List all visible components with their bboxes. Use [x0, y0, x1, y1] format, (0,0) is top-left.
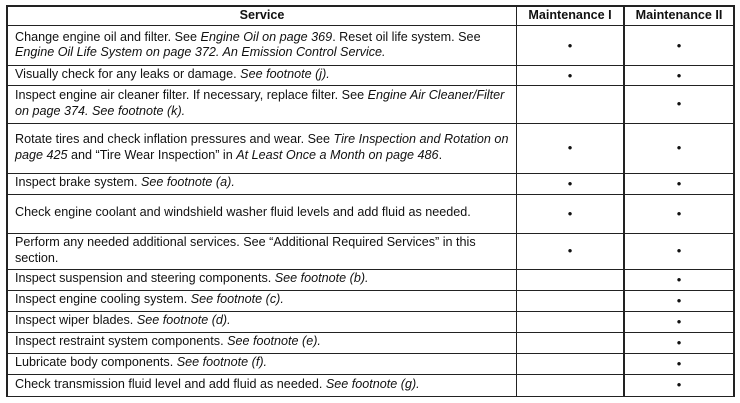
bullet-icon: •: [676, 292, 682, 308]
cross-reference-text: At Least Once a Month on page 486: [236, 147, 439, 162]
bullet-icon: •: [676, 355, 682, 371]
bullet-icon: •: [676, 313, 682, 329]
maintenance-i-cell: [517, 332, 625, 353]
maintenance-ii-cell: [624, 123, 734, 173]
table-row: [7, 66, 734, 86]
maintenance-i-cell: [517, 85, 625, 123]
service-text: . Reset oil life system. See: [332, 29, 481, 44]
service-description: [7, 374, 517, 396]
maintenance-ii-header: Maintenance II: [624, 6, 734, 26]
service-text: .: [438, 147, 443, 162]
service-description: [7, 66, 517, 86]
maintenance-i-cell: [517, 374, 625, 396]
table-row: [7, 194, 734, 233]
maintenance-i-cell: [517, 26, 625, 66]
service-description: [7, 353, 517, 374]
bullet-icon: •: [676, 377, 682, 393]
service-description: [7, 173, 517, 194]
service-text: and “Tire Wear Inspection” in: [67, 147, 237, 162]
service-text: Lubricate body components.: [15, 355, 177, 370]
maintenance-i-cell: [517, 290, 625, 311]
service-text: Inspect wiper blades.: [15, 313, 137, 328]
service-description: [7, 123, 517, 173]
maintenance-ii-cell: [624, 374, 734, 396]
bullet-icon: •: [567, 175, 573, 191]
table-row: [7, 269, 734, 290]
cross-reference-text: See footnote (a).: [141, 175, 235, 190]
service-text: Rotate tires and check inflation pressures and wear. See: [15, 132, 334, 146]
cross-reference-text: See footnote (f).: [176, 355, 268, 370]
service-description: [7, 332, 517, 353]
service-text: Visually check for any leaks or damage.: [15, 67, 241, 81]
maintenance-ii-cell: [624, 194, 734, 233]
bullet-icon: •: [676, 334, 682, 350]
table-row: [7, 332, 734, 353]
bullet-icon: •: [676, 243, 682, 259]
table-row: [7, 353, 734, 374]
table-row: [7, 26, 734, 66]
bullet-icon: •: [567, 243, 573, 259]
maintenance-i-cell: [517, 194, 625, 233]
table-row: [7, 290, 734, 311]
table-row: [7, 233, 734, 269]
cross-reference-text: Tire Inspection and Rotation on page 425: [15, 132, 509, 162]
service-description: [7, 194, 517, 233]
maintenance-ii-cell: [624, 332, 734, 353]
cross-reference-text: Engine Oil Life System on page 372. An Emission Control Service.: [15, 45, 386, 59]
cross-reference-text: See footnote (d).: [136, 313, 231, 328]
bullet-icon: •: [676, 205, 682, 221]
maintenance-i-cell: [517, 123, 625, 173]
table-row: [7, 85, 734, 123]
maintenance-i-cell: [517, 66, 625, 86]
bullet-icon: •: [676, 37, 682, 53]
cross-reference-text: See footnote (e).: [227, 334, 321, 349]
bullet-icon: •: [676, 175, 682, 191]
service-description: [7, 290, 517, 311]
cross-reference-text: Engine Oil on page 369: [200, 29, 333, 44]
service-description: [7, 269, 517, 290]
bullet-icon: •: [676, 96, 682, 112]
bullet-icon: •: [567, 67, 573, 83]
service-text: Change engine oil and filter. See: [15, 29, 201, 44]
maintenance-ii-cell: [624, 26, 734, 66]
maintenance-i-header: Maintenance I: [517, 6, 625, 26]
service-text: Inspect restraint system components.: [15, 334, 228, 349]
cross-reference-text: See footnote (j).: [240, 67, 330, 81]
table-row: [7, 311, 734, 332]
bullet-icon: •: [567, 37, 573, 53]
service-text: Inspect suspension and steering components.: [15, 271, 275, 286]
table-row: [7, 173, 734, 194]
bullet-icon: •: [567, 205, 573, 221]
service-description: [7, 26, 517, 66]
bullet-icon: •: [676, 67, 682, 83]
maintenance-i-cell: [517, 353, 625, 374]
service-text: Inspect engine air cleaner filter. If necessary, replace filter. See: [15, 88, 368, 102]
maintenance-ii-cell: [624, 290, 734, 311]
cross-reference-text: See footnote (c).: [190, 292, 284, 307]
service-text: Check transmission fluid level and add fluid as needed.: [15, 376, 326, 391]
service-description: [7, 233, 517, 269]
cross-reference-text: See footnote (b).: [274, 271, 369, 286]
maintenance-schedule-table: [6, 5, 735, 397]
maintenance-i-cell: [517, 233, 625, 269]
table-row: [7, 123, 734, 173]
maintenance-ii-cell: [624, 66, 734, 86]
bullet-icon: •: [567, 140, 573, 156]
maintenance-ii-cell: [624, 85, 734, 123]
cross-reference-text: See footnote (g).: [325, 376, 420, 391]
service-description: [7, 85, 517, 123]
header-row: [7, 6, 734, 26]
service-header: Service: [7, 6, 517, 26]
maintenance-ii-cell: [624, 173, 734, 194]
maintenance-ii-cell: [624, 311, 734, 332]
cross-reference-text: Engine Air Cleaner/Filter on page 374. See footnote (k).: [15, 88, 505, 118]
maintenance-i-cell: [517, 311, 625, 332]
service-text: Inspect brake system.: [15, 175, 141, 190]
maintenance-ii-cell: [624, 269, 734, 290]
service-text: Perform any needed additional services. See “Additional Required Services” in this section.: [15, 235, 476, 265]
maintenance-i-cell: [517, 269, 625, 290]
maintenance-i-cell: [517, 173, 625, 194]
maintenance-ii-cell: [624, 233, 734, 269]
maintenance-ii-cell: [624, 353, 734, 374]
table-row: [7, 374, 734, 396]
service-description: [7, 311, 517, 332]
bullet-icon: •: [676, 140, 682, 156]
service-text: Check engine coolant and windshield washer fluid levels and add fluid as needed.: [15, 205, 471, 220]
bullet-icon: •: [676, 271, 682, 287]
service-text: Inspect engine cooling system.: [15, 292, 191, 307]
